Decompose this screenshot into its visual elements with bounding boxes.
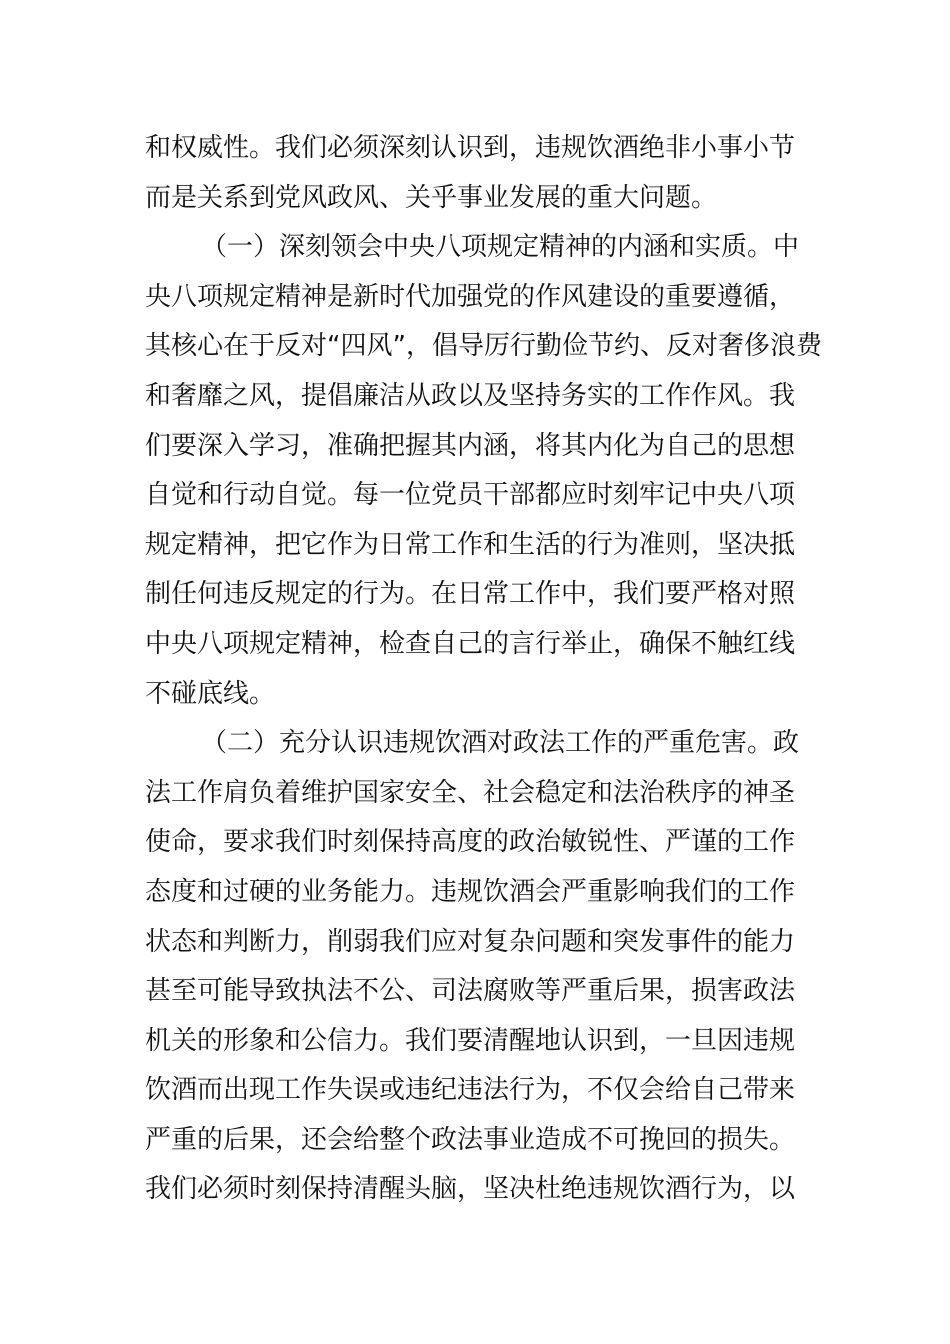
text-line: 制任何违反规定的行为。在日常工作中，我们要严格对照 [145, 579, 796, 610]
text-line: 和奢靡之风，提倡廉洁从政以及坚持务实的工作作风。我 [145, 380, 796, 411]
text-line: 状态和判断力，削弱我们应对复杂问题和突发事件的能力 [145, 926, 796, 957]
text-line: 不碰底线。 [145, 678, 276, 709]
text-line: 而是关系到党风政风、关乎事业发展的重大问题。 [145, 182, 718, 213]
text-line: 态度和过硬的业务能力。违规饮酒会严重影响我们的工作 [145, 876, 796, 907]
text-line: 严重的后果，还会给整个政法事业造成不可挽回的损失。 [145, 1124, 796, 1155]
text-line: 规定精神，把它作为日常工作和生活的行为准则，坚决抵 [145, 529, 796, 560]
text-line: 饮酒而出现工作失误或违纪违法行为，不仅会给自己带来 [145, 1075, 796, 1106]
text-line: 使命，要求我们时刻保持高度的政治敏锐性、严谨的工作 [145, 827, 796, 858]
text-line: 甚至可能导致执法不公、司法腐败等严重后果，损害政法 [145, 976, 796, 1007]
text-line: 们要深入学习，准确把握其内涵，将其内化为自己的思想 [145, 430, 796, 461]
section-heading-line: （二）充分认识违规饮酒对政法工作的严重危害。政 [201, 728, 800, 759]
section-heading-line: （一）深刻领会中央八项规定精神的内涵和实质。中 [201, 232, 800, 263]
document-body [145, 124, 822, 1215]
text-line: 机关的形象和公信力。我们要清醒地认识到，一旦因违规 [145, 1025, 796, 1056]
text-line: 我们必须时刻保持清醒头脑，坚决杜绝违规饮酒行为，以 [145, 1174, 796, 1205]
text-line: 其核心在于反对“四风”，倡导厉行勤俭节约、反对奢侈浪费 [145, 331, 822, 362]
text-line: 自觉和行动自觉。每一位党员干部都应时刻牢记中央八项 [145, 480, 796, 511]
text-line: 法工作肩负着维护国家安全、社会稳定和法治秩序的神圣 [145, 777, 796, 808]
text-line: 中央八项规定精神，检查自己的言行举止，确保不触红线 [145, 628, 796, 659]
text-line: 央八项规定精神是新时代加强党的作风建设的重要遵循， [145, 281, 796, 312]
text-line: 和权威性。我们必须深刻认识到，违规饮酒绝非小事小节 [145, 133, 796, 163]
